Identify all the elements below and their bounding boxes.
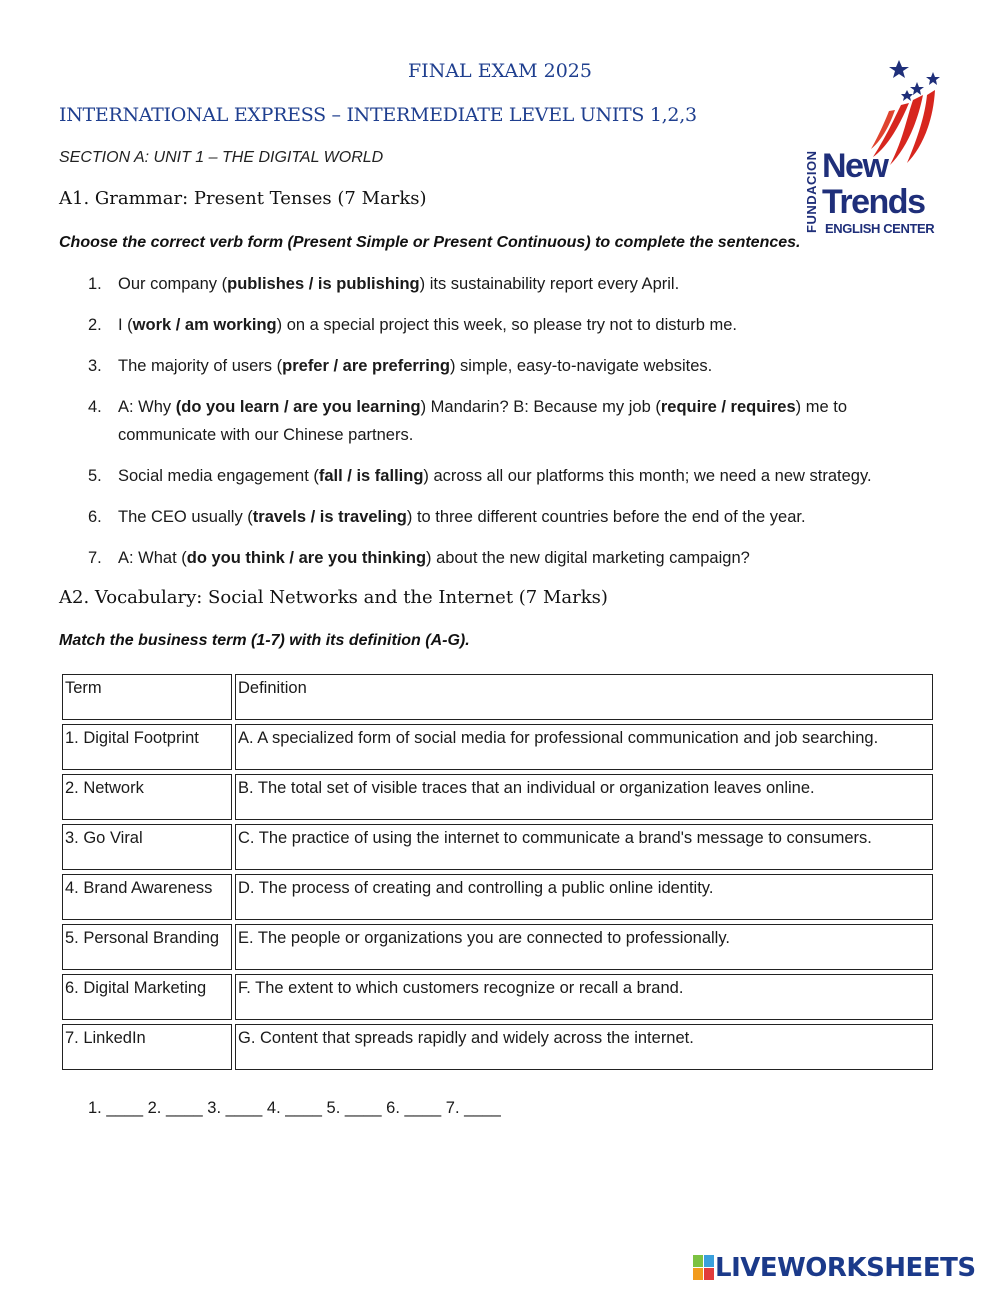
question-text: ) about the new digital marketing campaign? [426, 549, 750, 567]
question-text: ) Mandarin? B: Because my job ( [420, 398, 661, 416]
verb-options: prefer / are preferring [282, 357, 450, 375]
term-cell: 5. Personal Branding [62, 924, 232, 970]
definition-cell: D. The process of creating and controlling a public online identity. [235, 874, 933, 920]
logo-vertical-text: FUNDACION [804, 150, 819, 233]
question-item [88, 270, 948, 298]
question-number: 1. [88, 275, 102, 293]
question-item [88, 352, 948, 380]
question-text: A: What ( [118, 549, 187, 567]
liveworksheets-text: LIVEWORKSHEETS [715, 1253, 976, 1283]
a1-instruction: Choose the correct verb form (Present Simple or Present Continuous) to complete the sentences. [59, 234, 801, 251]
header-definition: Definition [235, 674, 933, 720]
logo-line1: New [822, 147, 888, 185]
definition-cell: E. The people or organizations you are connected to professionally. [235, 924, 933, 970]
definition-cell: C. The practice of using the internet to communicate a brand's message to consumers. [235, 824, 933, 870]
section-label: SECTION A: UNIT 1 – THE DIGITAL WORLD [59, 149, 384, 166]
verb-options: publishes / is publishing [227, 275, 420, 293]
term-cell: 3. Go Viral [62, 824, 232, 870]
table-row [62, 924, 933, 970]
question-number: 4. [88, 398, 102, 416]
definition-cell: G. Content that spreads rapidly and widely across the internet. [235, 1024, 933, 1070]
verb-options: (do you learn / are you learning [175, 398, 421, 416]
term-cell: 4. Brand Awareness [62, 874, 232, 920]
term-cell: 7. LinkedIn [62, 1024, 232, 1070]
table-header-row [62, 674, 933, 720]
term-cell: 1. Digital Footprint [62, 724, 232, 770]
definition-cell: F. The extent to which customers recognize or recall a brand. [235, 974, 933, 1020]
question-item [88, 393, 948, 449]
course-title: INTERNATIONAL EXPRESS – INTERMEDIATE LEVEL UNITS 1,2,3 [59, 104, 697, 126]
question-text: ) to three different countries before the end of the year. [406, 508, 806, 526]
table-row [62, 724, 933, 770]
question-number: 5. [88, 467, 102, 485]
question-number: 6. [88, 508, 102, 526]
verb-options: require / requires [660, 398, 796, 416]
verb-options: fall / is falling [318, 467, 424, 485]
logo-line3: ENGLISH CENTER [825, 221, 935, 236]
table-row [62, 824, 933, 870]
question-number: 2. [88, 316, 102, 334]
exam-title: FINAL EXAM 2025 [408, 60, 592, 82]
verb-options: do you think / are you thinking [186, 549, 427, 567]
term-cell: 2. Network [62, 774, 232, 820]
question-text: I ( [118, 316, 133, 334]
new-trends-logo [795, 55, 945, 240]
answer-blanks[interactable]: 1. ____ 2. ____ 3. ____ 4. ____ 5. ____ 6. ____ 7. ____ [88, 1099, 501, 1117]
question-text: ) me to communicate with our Chinese partners. [118, 398, 848, 444]
a1-question-list [88, 270, 948, 585]
question-text: A: Why [118, 398, 176, 416]
header-term: Term [62, 674, 232, 720]
table-row [62, 1024, 933, 1070]
a2-instruction: Match the business term (1-7) with its definition (A-G). [59, 632, 470, 649]
logo-line2: Trends [822, 183, 925, 221]
a1-heading: A1. Grammar: Present Tenses (7 Marks) [59, 188, 427, 209]
question-text: ) simple, easy-to-navigate websites. [449, 357, 713, 375]
question-number: 3. [88, 357, 102, 375]
question-text: Our company ( [118, 275, 228, 293]
question-text: ) across all our platforms this month; we need a new strategy. [423, 467, 872, 485]
term-cell: 6. Digital Marketing [62, 974, 232, 1020]
question-text: ) its sustainability report every April. [419, 275, 680, 293]
definition-cell: B. The total set of visible traces that an individual or organization leaves online. [235, 774, 933, 820]
matching-table [59, 670, 936, 1074]
question-item [88, 503, 948, 531]
question-item [88, 311, 948, 339]
verb-options: travels / is traveling [252, 508, 407, 526]
question-text: The majority of users ( [118, 357, 283, 375]
table-row [62, 774, 933, 820]
question-item [88, 462, 948, 490]
liveworksheets-brand [693, 1252, 976, 1284]
question-item [88, 544, 948, 572]
question-text: Social media engagement ( [118, 467, 319, 485]
verb-options: work / am working [132, 316, 277, 334]
table-row [62, 974, 933, 1020]
a2-heading: A2. Vocabulary: Social Networks and the Internet (7 Marks) [59, 587, 608, 608]
question-number: 7. [88, 549, 102, 567]
definition-cell: A. A specialized form of social media for professional communication and job searching. [235, 724, 933, 770]
liveworksheets-icon [693, 1255, 715, 1281]
question-text: The CEO usually ( [118, 508, 253, 526]
table-row [62, 874, 933, 920]
question-text: ) on a special project this week, so please try not to disturb me. [276, 316, 738, 334]
